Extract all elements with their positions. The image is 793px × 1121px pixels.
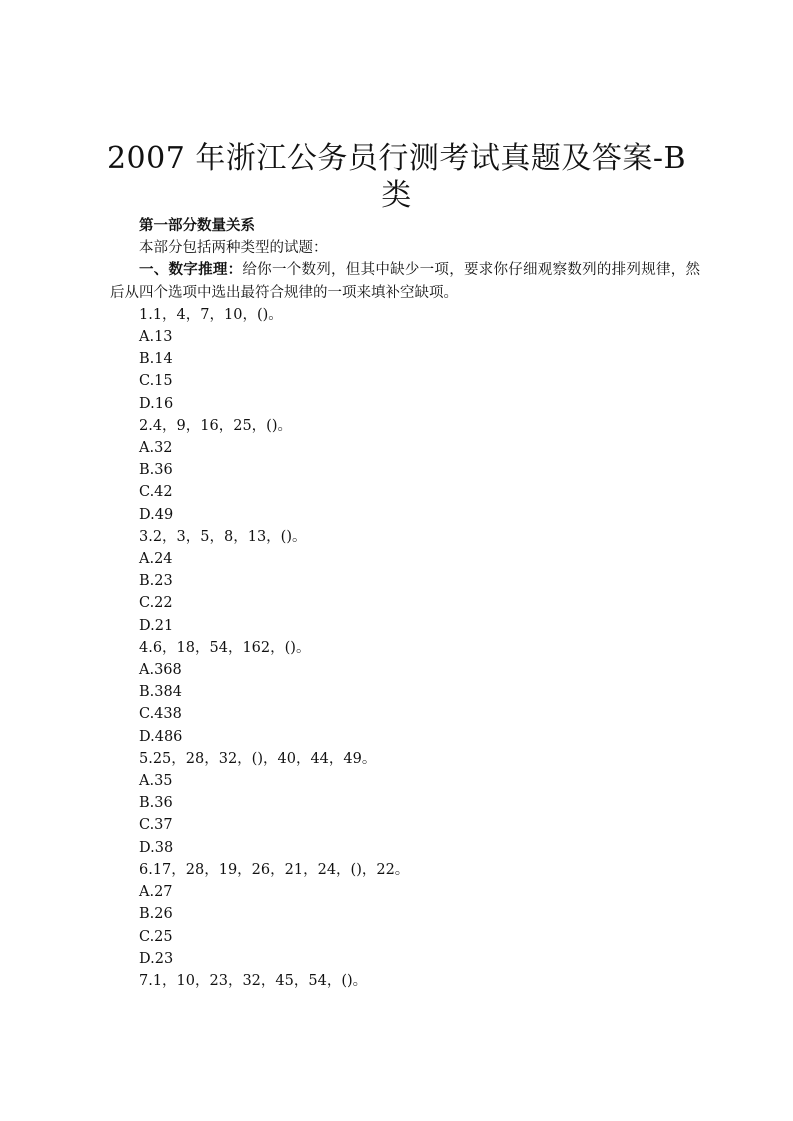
intro-text: 本部分包括两种类型的试题： <box>139 240 328 257</box>
part1-text: 给你一个数列，但其中缺少一项，要求你仔细观察数列的排列规律，然后从四个选项中选出最符合规律的一项来填补空缺项。 <box>110 262 701 301</box>
question-stem: 4.6，18，54，162，()。 <box>139 639 311 656</box>
answer-option: D.16 <box>139 395 174 412</box>
document-body <box>110 215 700 992</box>
question-stem: 7.1，10，23，32，45，54，()。 <box>139 972 368 989</box>
answer-option: A.368 <box>139 662 182 679</box>
part1-label: 一、数字推理： <box>139 261 243 279</box>
question-block <box>110 526 700 637</box>
answer-option: B.23 <box>139 573 173 590</box>
question-block <box>110 637 700 748</box>
answer-option: B.14 <box>139 351 173 368</box>
answer-option: D.486 <box>139 728 183 745</box>
answer-option: D.38 <box>139 839 174 856</box>
question-block <box>110 859 700 970</box>
answer-option: C.25 <box>139 928 173 945</box>
answer-option: C.15 <box>139 373 173 390</box>
answer-option: D.21 <box>139 617 174 634</box>
answer-option: B.36 <box>139 462 173 479</box>
question-block <box>110 970 700 992</box>
answer-option: A.13 <box>139 329 173 346</box>
answer-option: A.24 <box>139 551 173 568</box>
part1-paragraph <box>110 259 700 303</box>
question-stem: 5.25，28，32，()，40，44，49。 <box>139 750 377 767</box>
section-heading: 第一部分数量关系 <box>139 217 255 234</box>
answer-option: A.35 <box>139 773 173 790</box>
answer-option: A.32 <box>139 440 173 457</box>
title-line-1: 2007 年浙江公务员行测考试真题及答案-B <box>106 141 687 176</box>
question-list <box>110 304 700 992</box>
answer-option: A.27 <box>139 884 173 901</box>
answer-option: B.384 <box>139 684 182 701</box>
answer-option: C.22 <box>139 595 173 612</box>
answer-option: D.23 <box>139 950 174 967</box>
title-line-2: 类 <box>381 178 412 213</box>
question-stem: 3.2，3，5，8，13，()。 <box>139 528 307 545</box>
answer-option: C.438 <box>139 706 182 723</box>
answer-option: C.37 <box>139 817 173 834</box>
answer-option: B.36 <box>139 795 173 812</box>
question-block <box>110 748 700 859</box>
question-stem: 2.4，9，16，25，()。 <box>139 417 293 434</box>
question-stem: 1.1，4，7，10，()。 <box>139 306 283 323</box>
answer-option: C.42 <box>139 484 173 501</box>
document-title <box>100 140 693 214</box>
question-block <box>110 415 700 526</box>
answer-option: D.49 <box>139 506 174 523</box>
question-block <box>110 304 700 415</box>
question-stem: 6.17，28，19，26，21，24，()，22。 <box>139 861 410 878</box>
answer-option: B.26 <box>139 906 173 923</box>
